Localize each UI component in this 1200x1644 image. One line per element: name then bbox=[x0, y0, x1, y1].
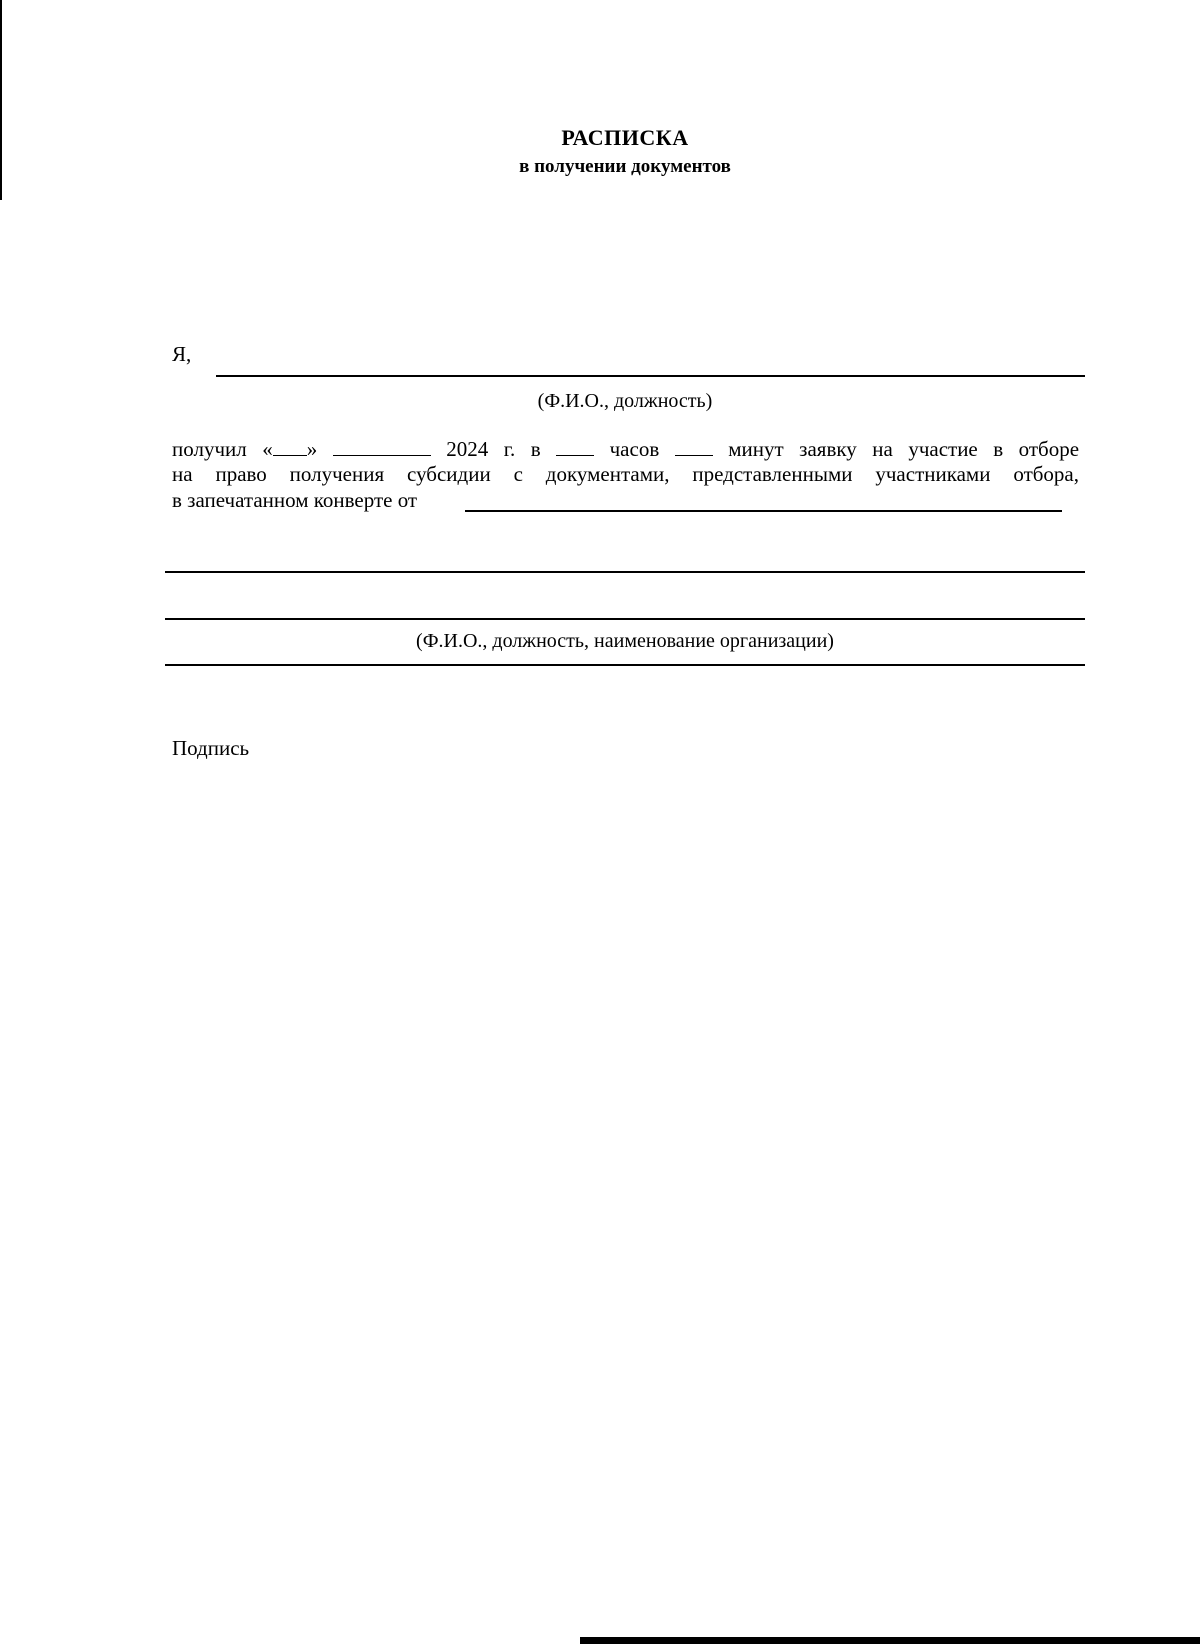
paragraph-line-1 bbox=[172, 435, 1079, 462]
scan-edge bbox=[580, 1637, 1200, 1644]
blank-line-2 bbox=[165, 618, 1085, 620]
blank-line-1 bbox=[165, 571, 1085, 573]
envelope-from-blank-line bbox=[465, 510, 1062, 512]
hours-word: часов bbox=[609, 437, 660, 461]
line1-prefix: Я, bbox=[172, 342, 192, 366]
minutes-blank bbox=[675, 435, 713, 456]
paragraph-line-3: в запечатанном конверте от bbox=[172, 488, 418, 512]
quote-close: » bbox=[306, 437, 318, 461]
day-blank bbox=[273, 435, 307, 456]
document-subtitle: в получении документов bbox=[519, 156, 731, 177]
received-word: получил bbox=[172, 437, 247, 461]
paragraph-line-2: на право получения субсидии с документами, представленными участниками отбора, bbox=[172, 462, 1079, 486]
year-text: 2024 г. в bbox=[446, 437, 541, 461]
name-position-blank-line bbox=[216, 375, 1085, 377]
month-blank bbox=[333, 435, 431, 456]
quote-open: « bbox=[262, 437, 273, 461]
blank-line-3 bbox=[165, 664, 1085, 666]
caption-name-position-organization: (Ф.И.О., должность, наименование организации) bbox=[416, 630, 834, 652]
rest-of-line-1: минут заявку на участие в отборе bbox=[728, 437, 1080, 461]
hours-blank bbox=[556, 435, 594, 456]
date-day-group bbox=[262, 437, 317, 461]
document-title: РАСПИСКА bbox=[561, 125, 689, 150]
caption-name-position: (Ф.И.О., должность) bbox=[537, 390, 713, 412]
signature-label: Подпись bbox=[172, 736, 250, 760]
